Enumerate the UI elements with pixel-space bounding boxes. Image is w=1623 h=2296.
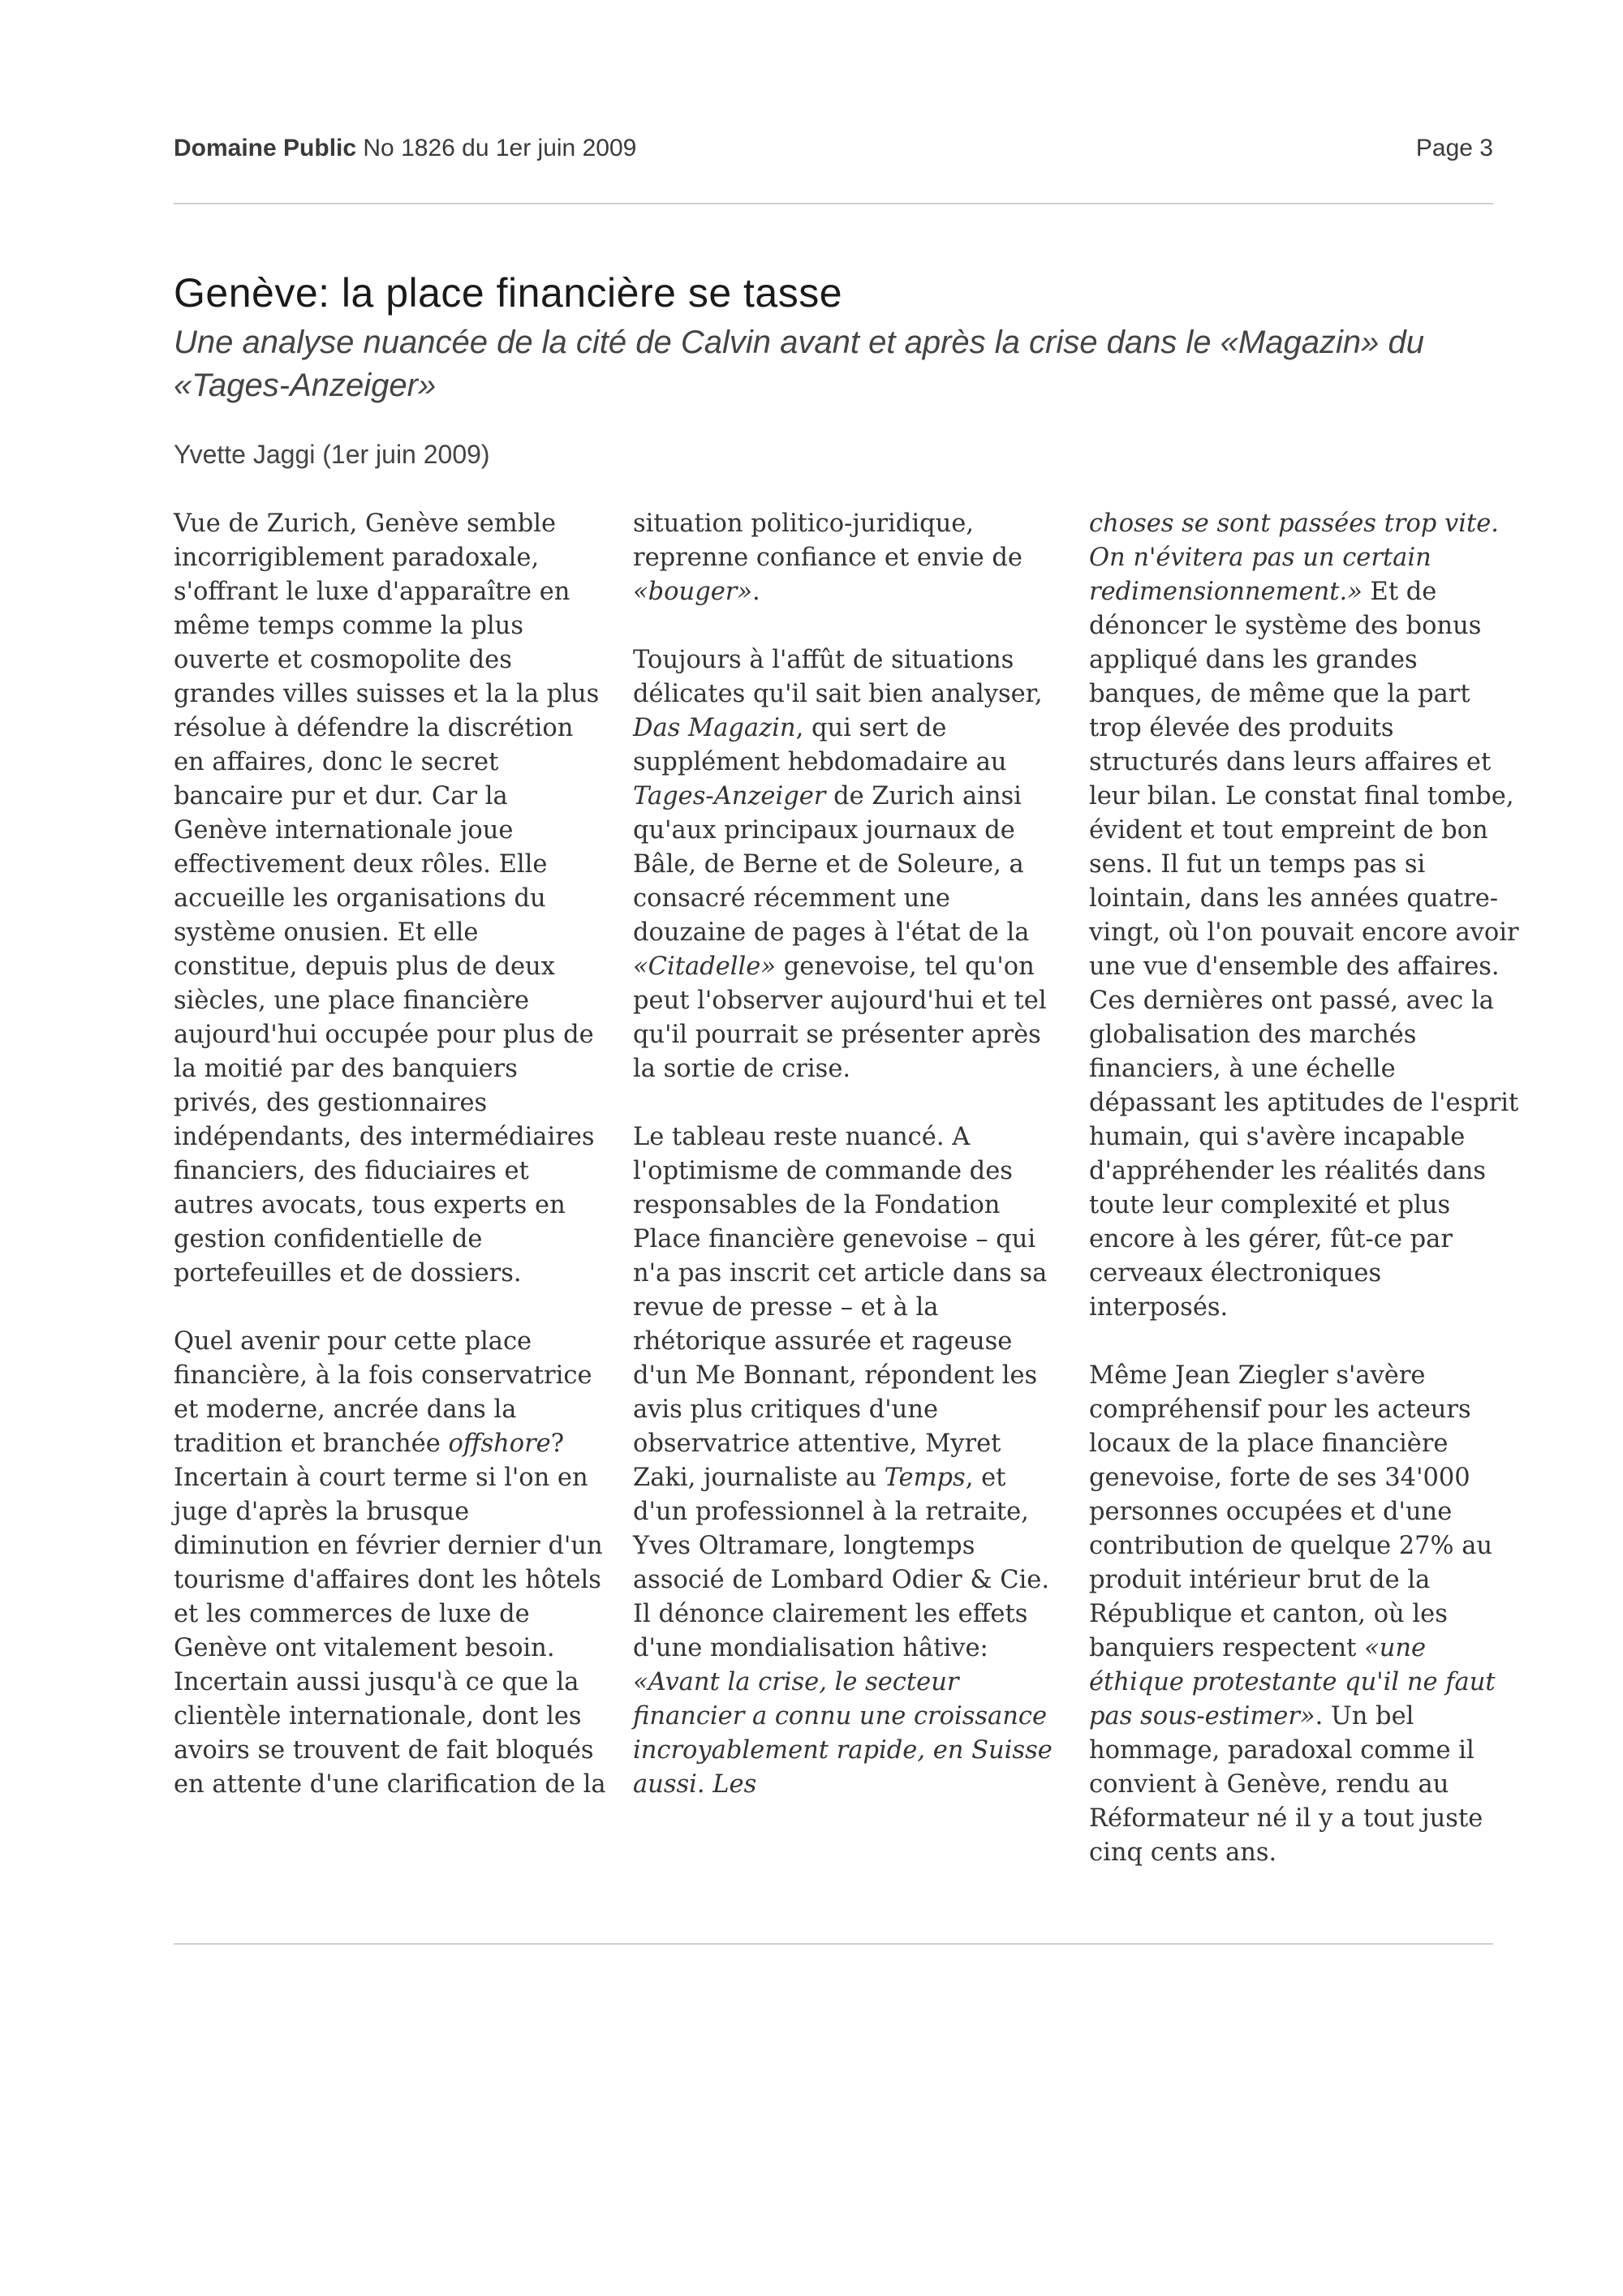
article-byline: Yvette Jaggi (1er juin 2009) xyxy=(174,440,490,469)
footer-divider xyxy=(174,1943,1493,1945)
paragraph: situation politico-juridique, reprenne confiance et envie de «bouger». xyxy=(633,510,1022,606)
text-column-1 xyxy=(174,507,608,1802)
article-subtitle: Une analyse nuancée de la cité de Calvin avant et après la crise dans le «Magazin» du «Tages-Anzeiger» xyxy=(174,325,1424,403)
paragraph: Quel avenir pour cette place financière, à la fois conservatrice et moderne, ancrée dans la tradition et branchée offshore? Incertain à court terme si l'on en juge d'après la brusque diminution en février dernier d'un tourisme d'affaires dont les hôtels et les commerces de luxe de Genève ont vitalement besoin. Incertain aussi jusqu'à ce que la clientèle internationale, dont les avoirs se trouvent de fait bloqués en attente d'une clarification de la xyxy=(174,1327,606,1799)
paragraph: Le tableau reste nuancé. A l'optimisme de commande des responsables de la Fondation Place financière genevoise – qui n'a pas inscrit cet article dans sa revue de presse – et à la rhétorique assurée et rageuse d'un Me Bonnant, répondent les avis plus critiques d'une observatrice attentive, Myret Zaki, journaliste au Temps, et d'un professionnel à la retraite, Yves Oltramare, longtemps associé de Lombard Odier & Cie. Il dénonce clairement les effets d'une mondialisation hâtive: «Avant la crise, le secteur financier a connu une croissance incroyablement rapide, en Suisse aussi. Les xyxy=(633,1123,1053,1799)
text-column-2 xyxy=(633,507,1067,1802)
page-header xyxy=(174,135,1493,170)
header-divider xyxy=(174,203,1493,204)
article-title: Genève: la place financière se tasse xyxy=(174,270,843,316)
text-column-3 xyxy=(1089,507,1523,1870)
paragraph: choses se sont passées trop vite. On n'évitera pas un certain redimensionnement.» Et de dénoncer le système des bonus appliqué dans les grandes banques, de même que la part trop élevée des produits structurés dans leurs affaires et leur bilan. Le constat final tombe, évident et tout empreint de bon sens. Il fut un temps pas si lointain, dans les années quatre-vingt, où l'on pouvait encore avoir une vue d'ensemble des affaires. Ces dernières ont passé, avec la globalisation des marchés financiers, à une échelle dépassant les aptitudes de l'esprit humain, qui s'avère incapable d'appréhender les réalités dans toute leur complexité et plus encore à les gérer, fût-ce par cerveaux électroniques interposés. xyxy=(1089,510,1519,1322)
page-number: Page 3 xyxy=(1415,135,1493,161)
publication-name: Domaine Public xyxy=(174,135,357,161)
issue-info: No 1826 du 1er juin 2009 xyxy=(363,135,637,161)
paragraph: Vue de Zurich, Genève semble incorrigiblement paradoxale, s'offrant le luxe d'apparaître en même temps comme la plus ouverte et cosmopolite des grandes villes suisses et la la plus résolue à défendre la discrétion en affaires, donc le secret bancaire pur et dur. Car la Genève internationale joue effectivement deux rôles. Elle accueille les organisations du système onusien. Et elle constitue, depuis plus de deux siècles, une place financière aujourd'hui occupée pour plus de la moitié par des banquiers privés, des gestionnaires indépendants, des intermédiaires financiers, des fiduciaires et autres avocats, tous experts en gestion confidentielle de portefeuilles et de dossiers. xyxy=(174,510,600,1288)
paragraph: Toujours à l'affût de situations délicates qu'il sait bien analyser, Das Magazin, qui sert de supplément hebdomadaire au Tages-Anzeiger de Zurich ainsi qu'aux principaux journaux de Bâle, de Berne et de Soleure, a consacré récemment une douzaine de pages à l'état de la «Citadelle» genevoise, tel qu'on peut l'observer aujourd'hui et tel qu'il pourrait se présenter après la sortie de crise. xyxy=(633,646,1047,1083)
paragraph: Même Jean Ziegler s'avère compréhensif pour les acteurs locaux de la place financière genevoise, forte de ses 34'000 personnes occupées et d'une contribution de quelque 27% au produit intérieur brut de la République et canton, où les banquiers respectent «une éthique protestante qu'il ne faut pas sous-estimer». Un bel hommage, paradoxal comme il convient à Genève, rendu au Réformateur né il y a tout juste cinq cents ans. xyxy=(1089,1361,1496,1867)
